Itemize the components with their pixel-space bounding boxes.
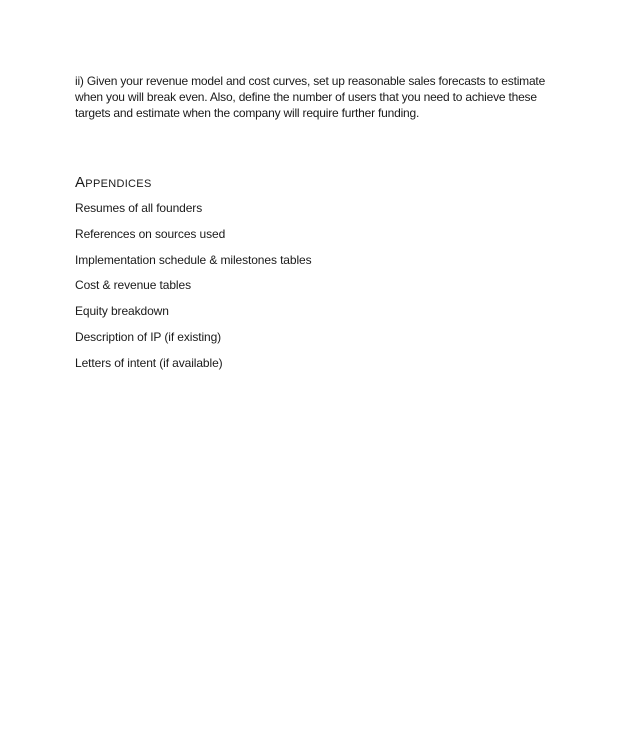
appendices-heading: Appendices: [75, 174, 152, 191]
appendix-item-references: References on sources used: [75, 226, 226, 241]
appendix-item-ip-description: Description of IP (if existing): [75, 329, 222, 344]
appendix-item-letters-of-intent: Letters of intent (if available): [75, 355, 223, 370]
appendices-list: [75, 200, 312, 381]
appendix-item-cost-revenue-tables: Cost & revenue tables: [75, 278, 191, 293]
appendix-item-equity-breakdown: Equity breakdown: [75, 304, 169, 319]
appendix-item-implementation-schedule: Implementation schedule & milestones tables: [75, 252, 312, 267]
appendix-item-resumes: Resumes of all founders: [75, 201, 203, 215]
funding-forecast-paragraph: ii) Given your revenue model and cost curves, set up reasonable sales forecasts to estimate when you will break even. Also, define the number of users that you need to achieve these targets and estimate when the company will require further funding.: [75, 74, 546, 120]
